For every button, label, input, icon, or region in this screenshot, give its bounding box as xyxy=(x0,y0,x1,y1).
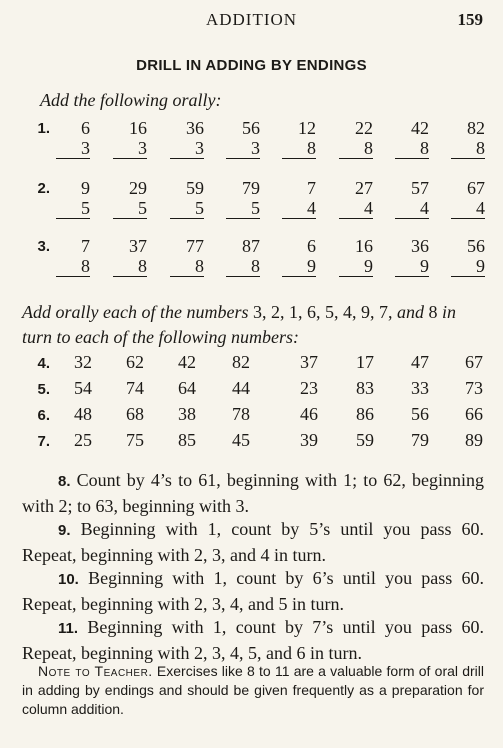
addition-problem xyxy=(113,118,147,159)
addend-bottom: 4 xyxy=(451,198,485,219)
exercise-number: 11. xyxy=(58,620,79,637)
addend-bottom: 3 xyxy=(226,138,260,159)
addend-top: 6 xyxy=(307,236,316,256)
number-cell: 56 xyxy=(411,404,429,424)
addend-bottom: 8 xyxy=(170,256,204,277)
addend-bottom: 9 xyxy=(395,256,429,277)
exercise-10 xyxy=(22,566,484,617)
number-cell: 45 xyxy=(232,430,250,450)
addend-top: 29 xyxy=(129,178,147,198)
page-number: 159 xyxy=(457,10,483,29)
addend-top: 9 xyxy=(81,178,90,198)
addend-bottom: 8 xyxy=(113,256,147,277)
addend-top: 36 xyxy=(186,118,204,138)
instruction-text: Add orally each of the numbers xyxy=(22,302,253,322)
number-row-label: 5. xyxy=(37,381,50,398)
number-cell: 37 xyxy=(300,352,318,372)
addend-bottom: 8 xyxy=(339,138,373,159)
addend-top: 59 xyxy=(186,178,204,198)
addend-top: 42 xyxy=(411,118,429,138)
addend-top: 12 xyxy=(298,118,316,138)
addition-problem xyxy=(113,178,147,219)
addition-problem xyxy=(395,118,429,159)
number-cell: 78 xyxy=(232,404,250,424)
number-cell: 44 xyxy=(232,378,250,398)
number-cell: 62 xyxy=(126,352,144,372)
addend-top: 57 xyxy=(411,178,429,198)
number-cell: 25 xyxy=(74,430,92,450)
addend-top: 7 xyxy=(307,178,316,198)
number-cell: 79 xyxy=(411,430,429,450)
addend-bottom: 5 xyxy=(170,198,204,219)
problem-row xyxy=(0,118,503,168)
number-cell: 67 xyxy=(465,352,483,372)
addition-problem xyxy=(339,118,373,159)
exercise-text: Beginning with 1, count by 7’s until you pass 60. Repeat, beginning with 2, 3, 4, 5, and 6 in turn. xyxy=(22,617,484,663)
exercise-text: Count by 4’s to 61, beginning with 1; to 62, beginning with 2; to 63, beginning with 3. xyxy=(22,470,484,516)
addend-bottom: 3 xyxy=(170,138,204,159)
problem-row-number: 2. xyxy=(37,180,50,197)
addition-problem xyxy=(339,178,373,219)
note-text: Exercises like 8 to 11 are a valuable form of oral drill in adding by endings and should be given frequently as a preparation for column addition. xyxy=(22,663,484,717)
number-row-label: 7. xyxy=(37,433,50,450)
exercise-11 xyxy=(22,615,484,666)
number-cell: 59 xyxy=(356,430,374,450)
number-row xyxy=(0,430,503,452)
addition-problem xyxy=(113,236,147,277)
number-cell: 38 xyxy=(178,404,196,424)
problem-row-number: 3. xyxy=(37,238,50,255)
addend-top: 7 xyxy=(81,236,90,256)
number-cell: 86 xyxy=(356,404,374,424)
section-title: DRILL IN ADDING BY ENDINGS xyxy=(136,57,367,74)
problem-row-number: 1. xyxy=(37,120,50,137)
number-row xyxy=(0,404,503,426)
number-cell: 83 xyxy=(356,378,374,398)
addend-bottom: 8 xyxy=(282,138,316,159)
addition-problem xyxy=(282,178,316,219)
addition-problem xyxy=(395,236,429,277)
instruction-text: in turn to each of the following numbers: xyxy=(22,302,456,347)
addend-top: 37 xyxy=(129,236,147,256)
addend-top: 79 xyxy=(242,178,260,198)
addend-bottom: 8 xyxy=(56,256,90,277)
addend-bottom: 4 xyxy=(395,198,429,219)
number-cell: 32 xyxy=(74,352,92,372)
addend-top: 27 xyxy=(355,178,373,198)
instruction-oral-addition: Add the following orally: xyxy=(40,90,222,110)
number-cell: 68 xyxy=(126,404,144,424)
addend-top: 6 xyxy=(81,118,90,138)
addend-bottom: 8 xyxy=(451,138,485,159)
addition-problem xyxy=(282,236,316,277)
addend-bottom: 4 xyxy=(282,198,316,219)
addend-top: 82 xyxy=(467,118,485,138)
instruction-add-numbers xyxy=(22,300,484,350)
addend-bottom: 5 xyxy=(226,198,260,219)
instruction-digits: 3, 2, 1, 6, 5, 4, 9, 7, xyxy=(252,302,393,322)
number-cell: 89 xyxy=(465,430,483,450)
number-row-label: 4. xyxy=(37,355,50,372)
exercise-number: 9. xyxy=(58,522,71,539)
exercise-number: 10. xyxy=(58,571,79,588)
number-row-label: 6. xyxy=(37,407,50,424)
number-cell: 74 xyxy=(126,378,144,398)
addition-problem xyxy=(451,236,485,277)
addend-top: 36 xyxy=(411,236,429,256)
instruction-digits: 8 xyxy=(428,302,438,322)
addend-top: 16 xyxy=(129,118,147,138)
exercise-9 xyxy=(22,517,484,568)
addend-top: 56 xyxy=(467,236,485,256)
addend-bottom: 5 xyxy=(56,198,90,219)
number-cell: 85 xyxy=(178,430,196,450)
number-cell: 82 xyxy=(232,352,250,372)
addend-bottom: 4 xyxy=(339,198,373,219)
number-cell: 54 xyxy=(74,378,92,398)
problem-row xyxy=(0,178,503,228)
exercise-number: 8. xyxy=(58,473,71,490)
number-cell: 39 xyxy=(300,430,318,450)
addend-top: 22 xyxy=(355,118,373,138)
number-row xyxy=(0,352,503,374)
problem-row xyxy=(0,236,503,286)
number-row xyxy=(0,378,503,400)
addition-problem xyxy=(226,236,260,277)
number-cell: 46 xyxy=(300,404,318,424)
number-cell: 33 xyxy=(411,378,429,398)
addend-top: 87 xyxy=(242,236,260,256)
instruction-text: and xyxy=(392,302,429,322)
running-title: ADDITION xyxy=(205,10,298,29)
addition-problem xyxy=(282,118,316,159)
addition-problem xyxy=(339,236,373,277)
addend-bottom: 8 xyxy=(226,256,260,277)
addend-top: 67 xyxy=(467,178,485,198)
addition-problem xyxy=(56,178,90,219)
note-to-teacher xyxy=(22,662,484,719)
addend-top: 77 xyxy=(186,236,204,256)
number-cell: 66 xyxy=(465,404,483,424)
addition-problem xyxy=(451,118,485,159)
addition-problem xyxy=(170,178,204,219)
number-cell: 47 xyxy=(411,352,429,372)
exercise-text: Beginning with 1, count by 6’s until you pass 60. Repeat, beginning with 2, 3, 4, and 5 in turn. xyxy=(22,568,484,614)
addend-bottom: 3 xyxy=(56,138,90,159)
addend-bottom: 3 xyxy=(113,138,147,159)
addend-top: 16 xyxy=(355,236,373,256)
exercise-8 xyxy=(22,468,484,519)
addition-problem xyxy=(56,118,90,159)
number-cell: 42 xyxy=(178,352,196,372)
addition-problem xyxy=(226,118,260,159)
addition-problem xyxy=(56,236,90,277)
number-cell: 64 xyxy=(178,378,196,398)
number-cell: 73 xyxy=(465,378,483,398)
note-label: Note to Teacher. xyxy=(38,663,153,679)
number-cell: 17 xyxy=(356,352,374,372)
running-head xyxy=(0,10,503,32)
addend-bottom: 5 xyxy=(113,198,147,219)
number-cell: 23 xyxy=(300,378,318,398)
addend-bottom: 9 xyxy=(451,256,485,277)
addition-problem xyxy=(451,178,485,219)
number-cell: 48 xyxy=(74,404,92,424)
exercise-text: Beginning with 1, count by 5’s until you pass 60. Repeat, beginning with 2, 3, and 4 in turn. xyxy=(22,519,484,565)
addition-problem xyxy=(170,236,204,277)
addition-problem xyxy=(170,118,204,159)
addition-problem xyxy=(226,178,260,219)
addend-bottom: 9 xyxy=(282,256,316,277)
addend-bottom: 9 xyxy=(339,256,373,277)
addend-bottom: 8 xyxy=(395,138,429,159)
addition-problem xyxy=(395,178,429,219)
addend-top: 56 xyxy=(242,118,260,138)
number-cell: 75 xyxy=(126,430,144,450)
